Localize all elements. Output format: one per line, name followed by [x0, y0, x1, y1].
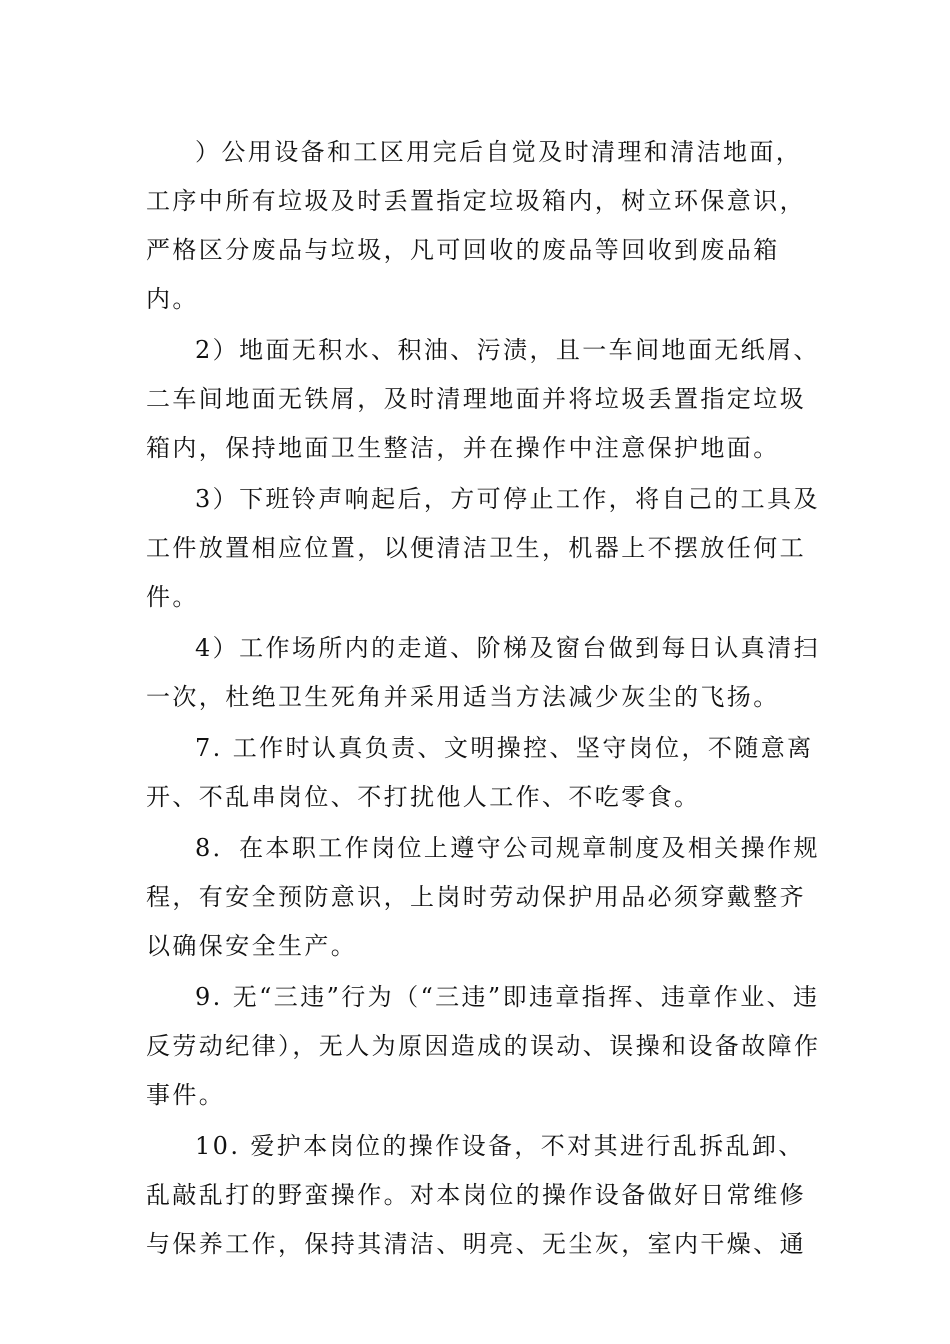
paragraph-item-9: 9. 无“三违”行为（“三违”即违章指挥、违章作业、违反劳动纪律），无人为原因造成的误动、误操和设备故障作事件。 [146, 983, 821, 1109]
paragraph-end-of-shift: 3）下班铃声响起后，方可停止工作，将自己的工具及工件放置相应位置，以便清洁卫生，机器上不摆放任何工件。 [146, 485, 820, 611]
paragraph-item-8: 8．在本职工作岗位上遵守公司规章制度及相关操作规程，有安全预防意识，上岗时劳动保护用品必须穿戴整齐以确保安全生产。 [146, 834, 820, 960]
paragraph-cleaning-equipment: ）公用设备和工区用完后自觉及时清理和清洁地面，工序中所有垃圾及时丢置指定垃圾箱内，树立环保意识，严格区分废品与垃圾，凡可回收的废品等回收到废品箱内。 [146, 138, 806, 313]
paragraph-item-10: 10. 爱护本岗位的操作设备，不对其进行乱拆乱卸、乱敲乱打的野蛮操作。对本岗位的操作设备做好日常维修与保养工作，保持其清洁、明亮、无尘灰，室内干燥、通 [146, 1132, 806, 1258]
paragraph-floor-cleanliness: 2）地面无积水、积油、污渍，且一车间地面无纸屑、二车间地面无铁屑，及时清理地面并将垃圾丢置指定垃圾箱内，保持地面卫生整洁，并在操作中注意保护地面。 [146, 336, 820, 462]
paragraph-item-7: 7. 工作时认真负责、文明操控、坚守岗位，不随意离开、不乱串岗位、不打扰他人工作、不吃零食。 [146, 734, 814, 811]
paragraph-daily-sweeping: 4）工作场所内的走道、阶梯及窗台做到每日认真清扫一次，杜绝卫生死角并采用适当方法减少灰尘的飞扬。 [146, 634, 820, 711]
document-body [146, 128, 826, 1271]
